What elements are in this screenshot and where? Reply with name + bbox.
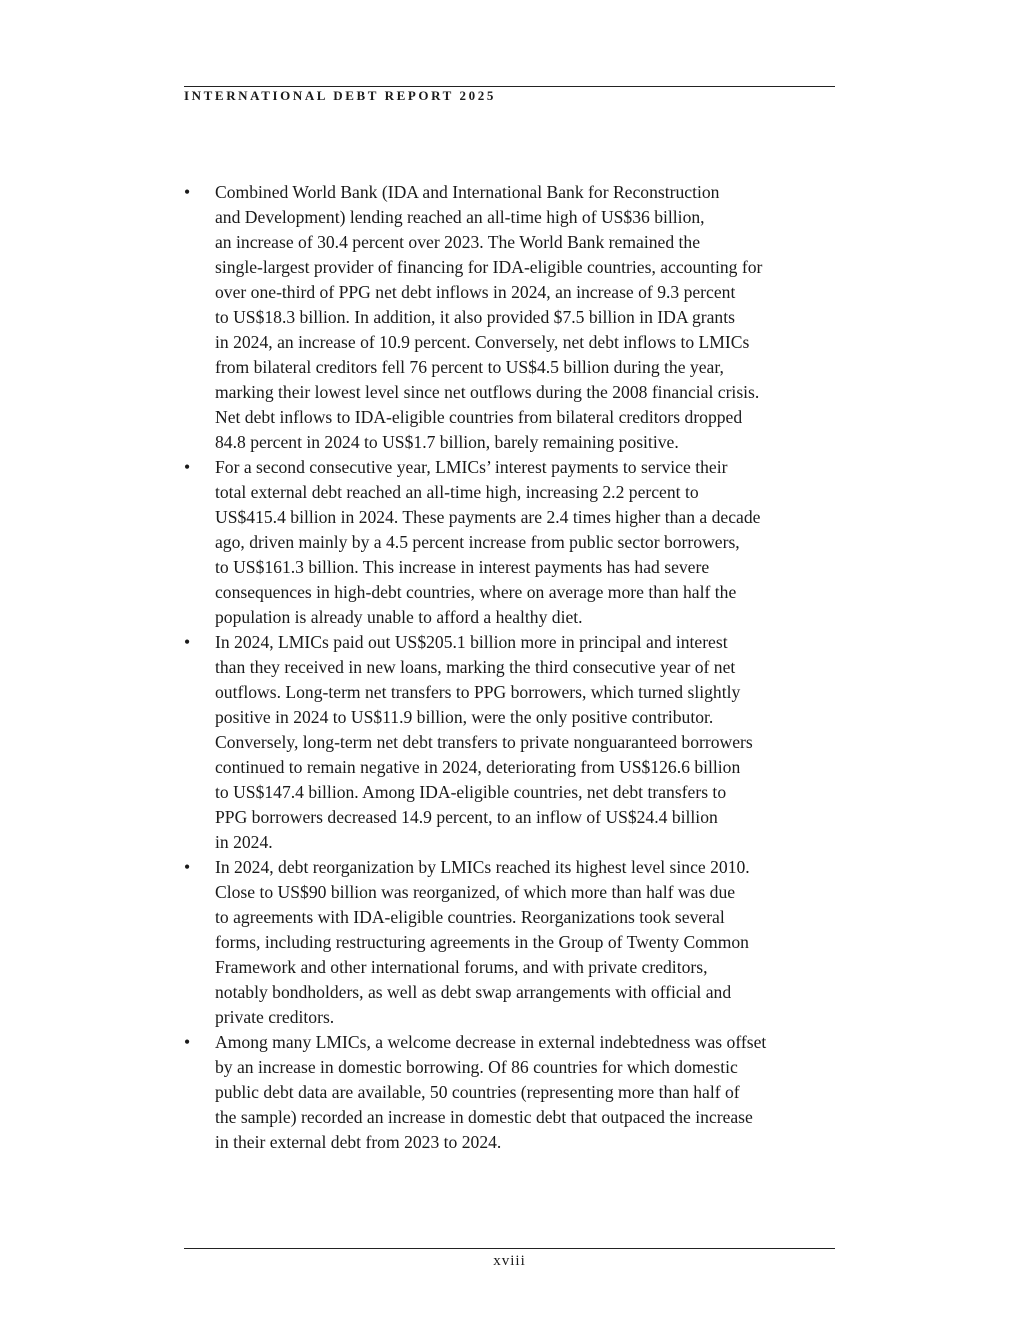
bullet-text-line: continued to remain negative in 2024, deteriorating from US$126.6 billion [215,757,741,777]
bullet-text-line: consequences in high-debt countries, where on average more than half the [215,582,737,602]
bullet-text-line: Framework and other international forums, and with private creditors, [215,957,708,977]
bullet-marker-icon: • [184,632,191,652]
bullet-text-line: 84.8 percent in 2024 to US$1.7 billion, barely remaining positive. [215,432,679,452]
bullet-text-line: Conversely, long-term net debt transfers to private nonguaranteed borrowers [215,732,753,752]
page-number: xviii [493,1253,526,1269]
bullet-item [184,1030,835,1155]
bullet-text-line: ago, driven mainly by a 4.5 percent increase from public sector borrowers, [215,532,740,552]
bullet-text-line: In 2024, debt reorganization by LMICs reached its highest level since 2010. [215,857,750,877]
bullet-text-line: an increase of 30.4 percent over 2023. The World Bank remained the [215,232,701,252]
bullet-text-line: in 2024, an increase of 10.9 percent. Conversely, net debt inflows to LMICs [215,332,750,352]
bullet-text-line: public debt data are available, 50 countries (representing more than half of [215,1082,740,1102]
bullet-text-line: population is already unable to afford a healthy diet. [215,607,583,627]
bullet-text-line: than they received in new loans, marking the third consecutive year of net [215,657,736,677]
footer-rule [184,1248,835,1249]
bullet-text-line: the sample) recorded an increase in domestic debt that outpaced the increase [215,1107,753,1127]
bullet-text-line: and Development) lending reached an all-time high of US$36 billion, [215,207,705,227]
bullet-text-line: to agreements with IDA-eligible countries. Reorganizations took several [215,907,725,927]
bullet-item [184,630,835,855]
bullet-marker-icon: • [184,1032,191,1052]
bullet-text-line: over one-third of PPG net debt inflows in 2024, an increase of 9.3 percent [215,282,736,302]
bullet-item [184,455,835,630]
bullet-text-line: to US$161.3 billion. This increase in interest payments has had severe [215,557,710,577]
bullet-text-line: to US$147.4 billion. Among IDA-eligible countries, net debt transfers to [215,782,727,802]
bullet-marker-icon: • [184,457,191,477]
bullet-item [184,180,835,455]
bullet-text-line: notably bondholders, as well as debt swap arrangements with official and [215,982,732,1002]
bullet-text-line: to US$18.3 billion. In addition, it also provided $7.5 billion in IDA grants [215,307,735,327]
bullet-text-line: in their external debt from 2023 to 2024. [215,1132,502,1152]
bullet-text-line: marking their lowest level since net outflows during the 2008 financial crisis. [215,382,760,402]
bullet-text-line: Net debt inflows to IDA-eligible countries from bilateral creditors dropped [215,407,743,427]
bullet-text-line: single-largest provider of financing for IDA-eligible countries, accounting for [215,257,763,277]
bullet-text-line: in 2024. [215,832,273,852]
bullet-text-line: Combined World Bank (IDA and International Bank for Reconstruction [215,182,720,202]
bullet-text-line: by an increase in domestic borrowing. Of 86 countries for which domestic [215,1057,738,1077]
bullet-marker-icon: • [184,182,191,202]
bullet-text-line: In 2024, LMICs paid out US$205.1 billion more in principal and interest [215,632,728,652]
bullet-text-line: US$415.4 billion in 2024. These payments are 2.4 times higher than a decade [215,507,761,527]
bullet-text-line: PPG borrowers decreased 14.9 percent, to an inflow of US$24.4 billion [215,807,718,827]
bullet-text-line: For a second consecutive year, LMICs’ interest payments to service their [215,457,728,477]
bullet-text-line: Close to US$90 billion was reorganized, of which more than half was due [215,882,736,902]
bullet-text-line: positive in 2024 to US$11.9 billion, were the only positive contributor. [215,707,714,727]
bullet-text-line: from bilateral creditors fell 76 percent to US$4.5 billion during the year, [215,357,724,377]
running-head: INTERNATIONAL DEBT REPORT 2025 [184,88,496,103]
bullet-text-line: Among many LMICs, a welcome decrease in external indebtedness was offset [215,1032,767,1052]
bullet-text-line: forms, including restructuring agreements in the Group of Twenty Common [215,932,749,952]
bullet-text-line: total external debt reached an all-time high, increasing 2.2 percent to [215,482,699,502]
bullet-list [184,180,835,1155]
bullet-item [184,855,835,1030]
bullet-text-line: private creditors. [215,1007,335,1027]
header-rule [184,86,835,87]
bullet-text-line: outflows. Long-term net transfers to PPG borrowers, which turned slightly [215,682,741,702]
bullet-marker-icon: • [184,857,191,877]
